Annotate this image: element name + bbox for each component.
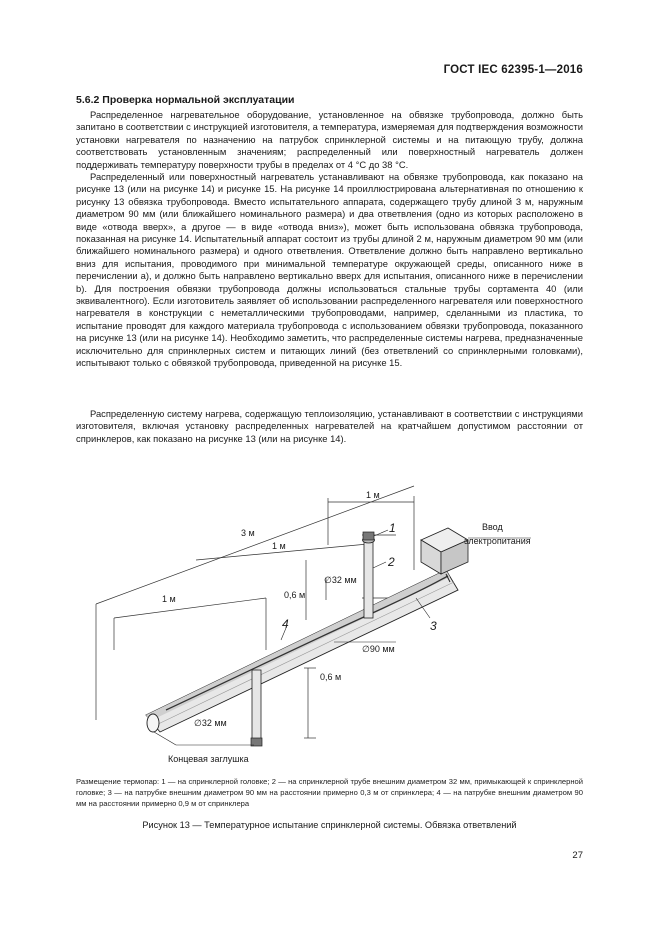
dia-32-lower-label: ∅32 мм <box>194 718 227 728</box>
paragraph-2: Распределенный или поверхностный нагреватель устанавливают на обвязке трубопровода, как показано на рисунке 13 (или на рисунке 14) и рисунке 15. На рисунке 14 проиллюстрирована альтернативная по отношению к рисунку 13 обвязка трубопровода. Вместо испытательного аппарата, содержащего трубу длиной 3 м, наружным диаметром 90 мм (или ближайшего номинального размера) и два ответвления (одно из которых расположено в виде «отвода вверх», а другое — в виде «отвода вниз»), может быть использована обвязка трубопровода, показанная на рисунке 14. Испытательный аппарат состоит из трубы длиной 2 м, наружным диаметром 90 мм (или ближайшего номинального размера) и одного ответвления. Ответвление должно быть направлено вертикально вниз для испытания, проводимого при минимальной температуре окружающей среды, описанного ниже в перечислении а), и должно быть направлено вертикально вверх для испытания, описанного ниже в перечислении b). Для построения обвязки трубопровода должны использоваться стальные трубы сортамента 40 (или эквивалентного). Если изготовитель заявляет об использовании распределенного нагревателя или поверхностного нагревателя в конструкции с неметаллическими трубопроводами, например, сделанными из пластика, то испытание проводят для каждого материала трубопровода с использованием обвязки трубопровода, показанного на рисунке 13 (или на рисунке 14). Необходимо заметить, что распределенные системы нагрева, предназначенные исключительно для спринклерных систем и питающих линий (без ответвлений со спринклерными головками), испытывают только с обвязкой трубопровода, приведенной на рисунке 15. <box>76 171 583 369</box>
power-input-label-line1: Ввод <box>482 522 503 532</box>
callout-3: 3 <box>430 619 437 633</box>
dim-1m-mid-label: 1 м <box>272 541 286 551</box>
thermocouple-legend: Размещение термопар: 1 — на спринклерной головке; 2 — на спринклерной трубе внешним диаметром 32 мм, примыкающей к спринклерной головке; 3 — на патрубке внешним диаметром 90 мм на расстоянии примерно 0,3 м от спринклера; 4 — на патрубке внешним диаметром 90 мм на расстоянии примерно 0,9 м от спринклера <box>76 777 583 808</box>
figure-caption: Рисунок 13 — Температурное испытание спринклерной системы. Обвязка ответвлений <box>142 820 517 830</box>
dim-1m-top-label: 1 м <box>366 490 380 500</box>
power-input-label-line2: электропитания <box>464 536 531 546</box>
pipe-assembly-drawing <box>76 470 583 770</box>
paragraph-1: Распределенное нагревательное оборудование, установленное на обвязке трубопровода, должно быть запитано в соответствии с инструкцией изготовителя, а температура, измеряемая для подтверждения возможности установки нагревателя по назначению на патрубок спринклерной системы и на питающую трубу, должна соответствовать установленным значениям; распределенный или поверхностный нагреватель должен поддерживать температуру поверхности трубы в пределах от 4 °С до 38 °С. <box>76 109 583 170</box>
section-title: 5.6.2 Проверка нормальной эксплуатации <box>76 94 295 106</box>
figure-13-drawing <box>76 470 583 770</box>
end-cap-label: Концевая заглушка <box>168 754 249 764</box>
dim-3m-label: 3 м <box>241 528 255 538</box>
callout-4: 4 <box>282 617 289 631</box>
callout-1: 1 <box>389 521 396 535</box>
lower-branch-pipe-32mm <box>251 670 262 746</box>
dim-06m-upper-label: 0,6 м <box>284 590 306 600</box>
dia-90-label: ∅90 мм <box>362 644 395 654</box>
standard-id-header: ГОСТ IEC 62395-1—2016 <box>443 64 583 76</box>
upper-branch-pipe-32mm <box>363 532 375 618</box>
paragraph-3: Распределенную систему нагрева, содержащую теплоизоляцию, устанавливают в соответствии с инструкциями изготовителя, включая установку распределенных нагревателей на кратчайшем допустимом расстоянии от спринклеров, как показано на рисунке 13 (или на рисунке 14). <box>76 408 583 444</box>
dia-32-upper-label: ∅32 мм <box>324 575 357 585</box>
callout-2: 2 <box>388 555 395 569</box>
page-number: 27 <box>572 850 583 861</box>
dim-1m-left-label: 1 м <box>162 594 176 604</box>
dim-06m-lower-label: 0,6 м <box>320 672 342 682</box>
